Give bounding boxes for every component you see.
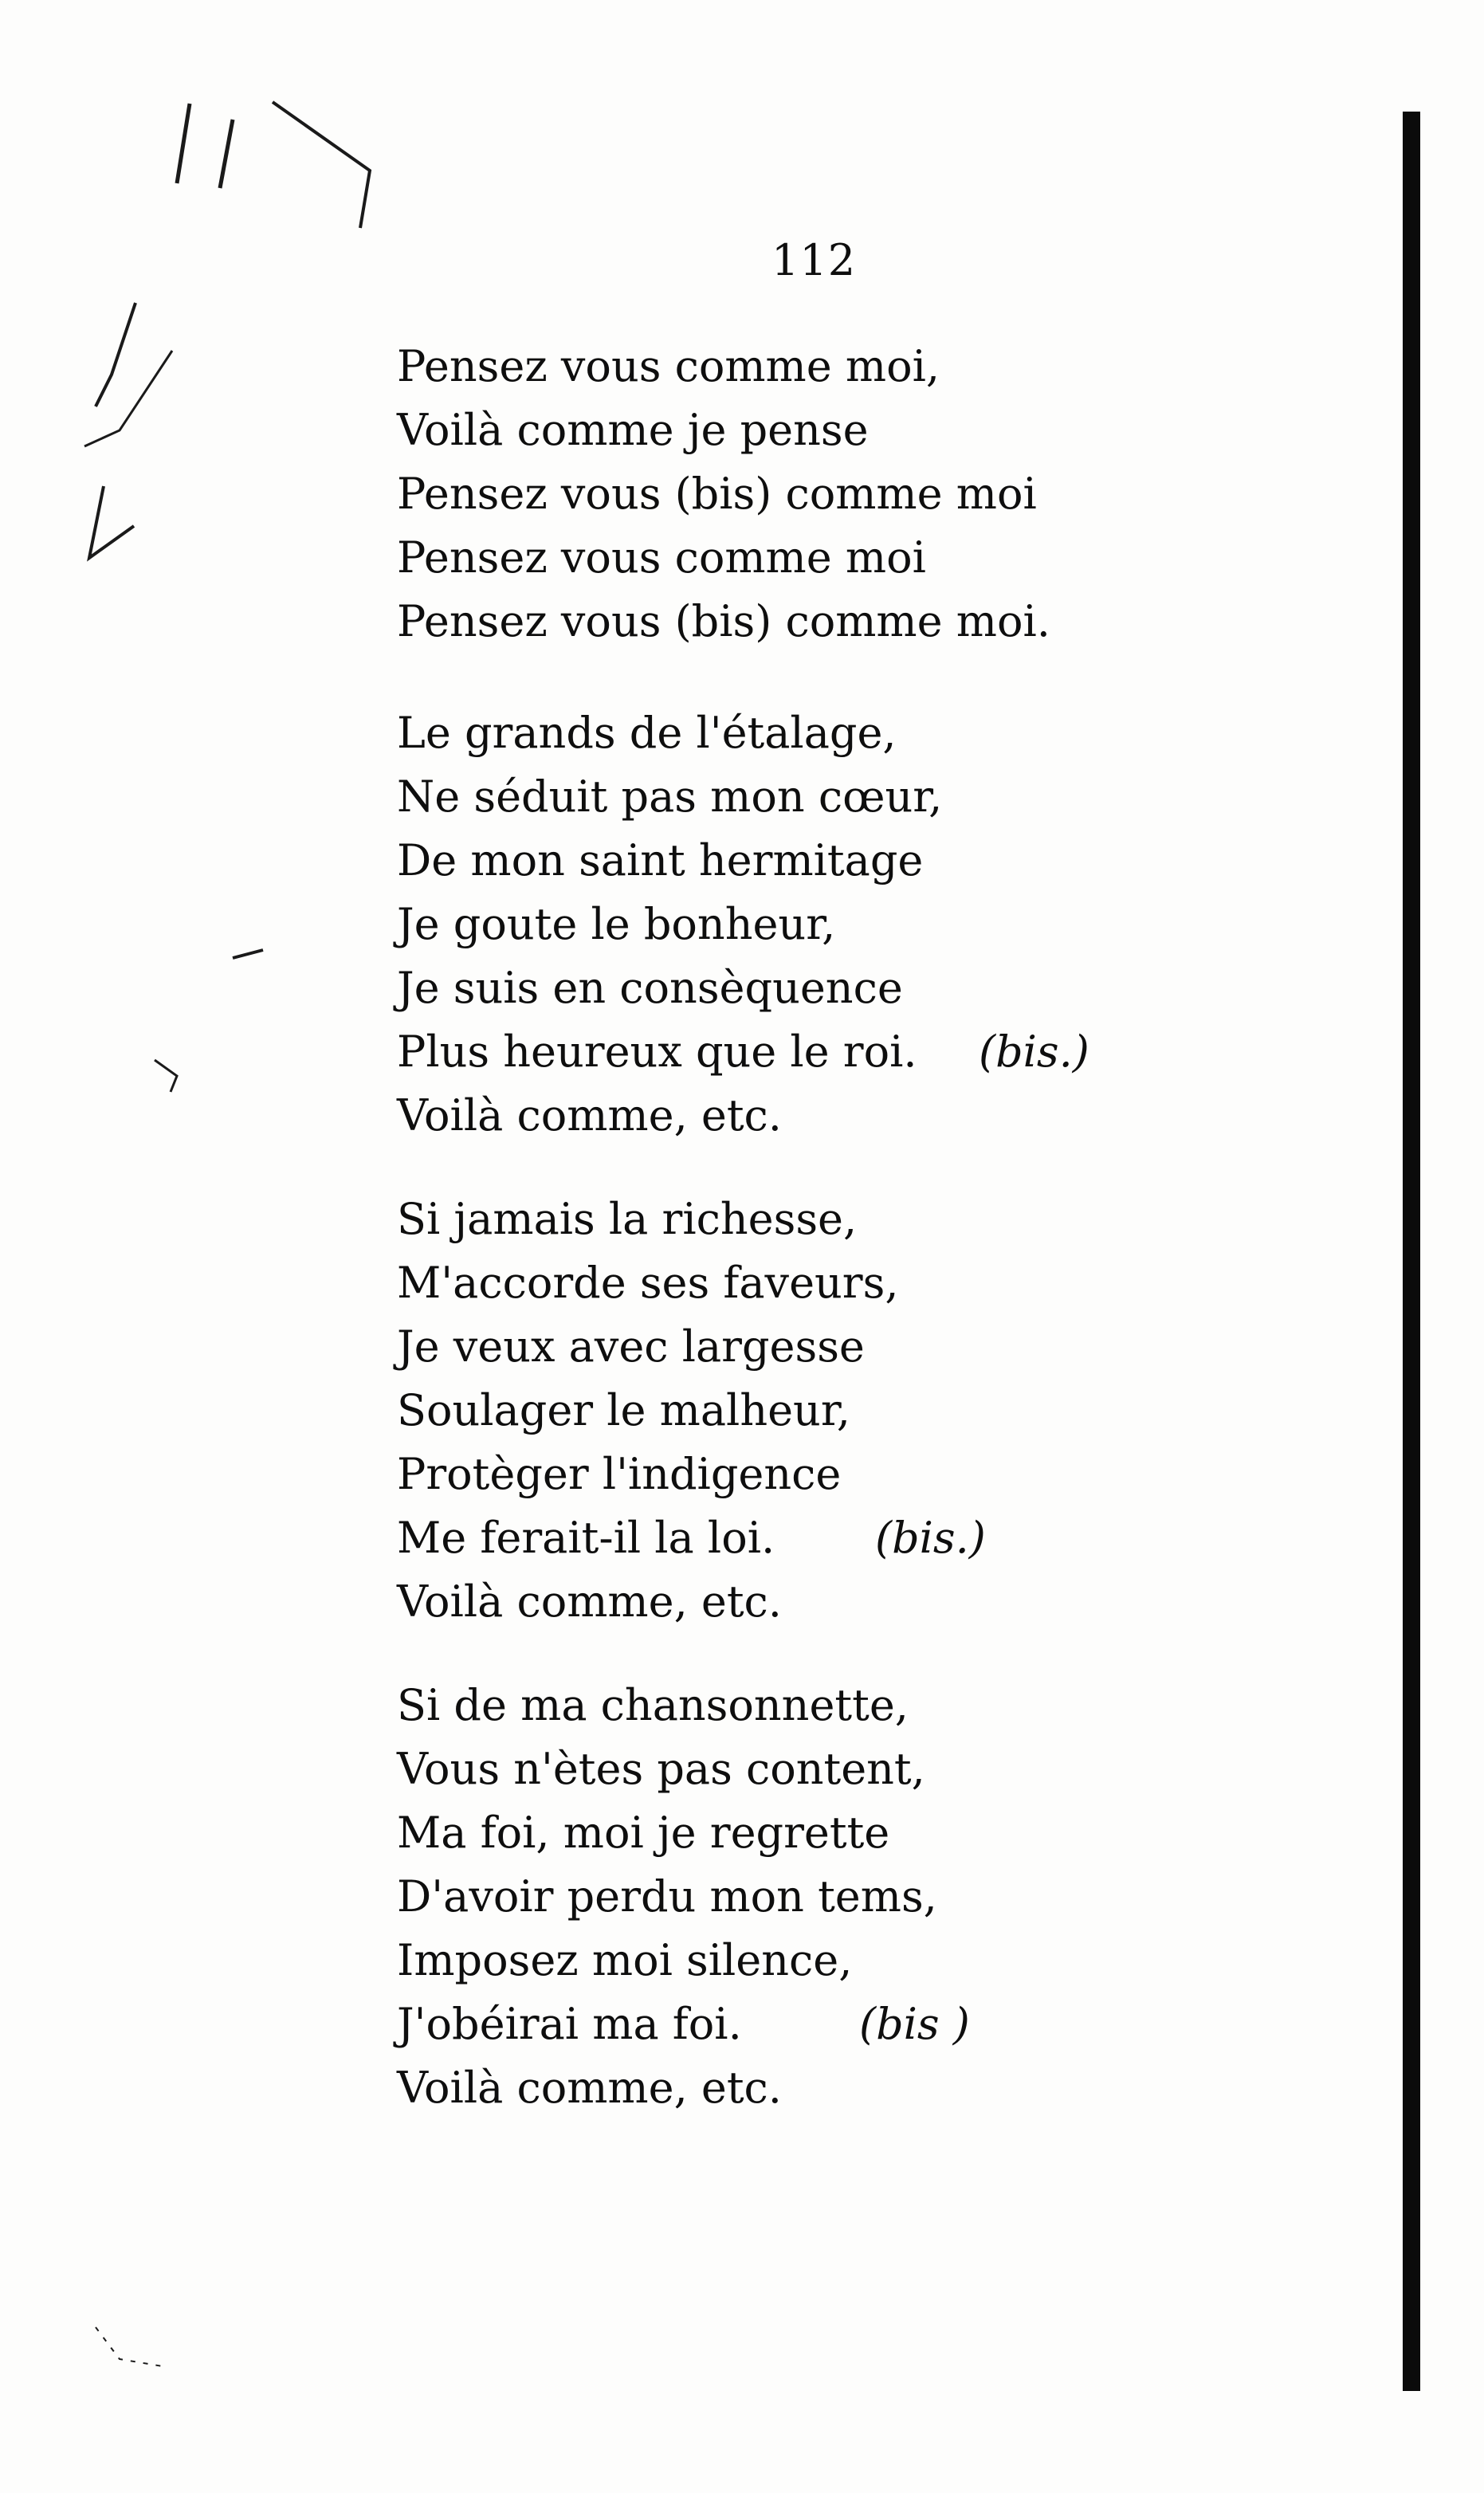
stanza-4 [397, 1674, 970, 2120]
verse-line: Soulager le malheur, [397, 1385, 850, 1435]
verse-line: Protèger l'indigence [397, 1449, 842, 1499]
verse-line: Je suis en consèquence [397, 963, 903, 1013]
verse-line: Pensez vous comme moi, [397, 341, 940, 391]
verse-line [397, 1992, 970, 2056]
repeat-marker: (bis.) [875, 1513, 986, 1563]
verse-line: Pensez vous (bis) comme moi. [397, 596, 1050, 646]
verse-line: Si jamais la richesse, [397, 1194, 858, 1244]
right-margin-rule [1403, 112, 1420, 2391]
verse-line: Voilà comme, etc. [397, 1090, 782, 1140]
verse-line [397, 1506, 986, 1570]
verse-line: Imposez moi silence, [397, 1935, 853, 1985]
verse-text: J'obéirai ma foi. [397, 1999, 742, 2049]
verse-line: Je veux avec largesse [397, 1321, 865, 1372]
repeat-marker: (bis.) [979, 1027, 1089, 1077]
verse-text: Me ferait-il la loi. [397, 1513, 775, 1563]
verse-line: Pensez vous comme moi [397, 532, 926, 583]
verse-line [397, 1020, 1089, 1084]
verse-line: Voilà comme, etc. [397, 2063, 782, 2113]
stanza-1 [397, 335, 1050, 654]
repeat-marker: (bis ) [859, 1999, 970, 2049]
verse-line: Pensez vous (bis) comme moi [397, 469, 1037, 519]
verse-line: M'accorde ses faveurs, [397, 1258, 899, 1308]
verse-line: Voilà comme, etc. [397, 1576, 782, 1627]
verse-line: Voilà comme je pense [397, 405, 869, 455]
page-number: 112 [771, 235, 857, 285]
verse-text: Plus heureux que le roi. [397, 1027, 917, 1077]
stanza-3 [397, 1188, 986, 1634]
verse-line: D'avoir perdu mon tems, [397, 1871, 937, 1922]
verse-line: Ma foi, moi je regrette [397, 1808, 890, 1858]
stanza-2 [397, 701, 1089, 1148]
verse-line: Vous n'ètes pas content, [397, 1744, 925, 1794]
verse-line: De mon saint hermitage [397, 835, 924, 885]
verse-line: Le grands de l'étalage, [397, 708, 897, 758]
verse-line: Ne séduit pas mon cœur, [397, 771, 943, 822]
verse-line: Si de ma chansonnette, [397, 1680, 909, 1730]
verse-line: Je goute le bonheur, [397, 899, 836, 949]
